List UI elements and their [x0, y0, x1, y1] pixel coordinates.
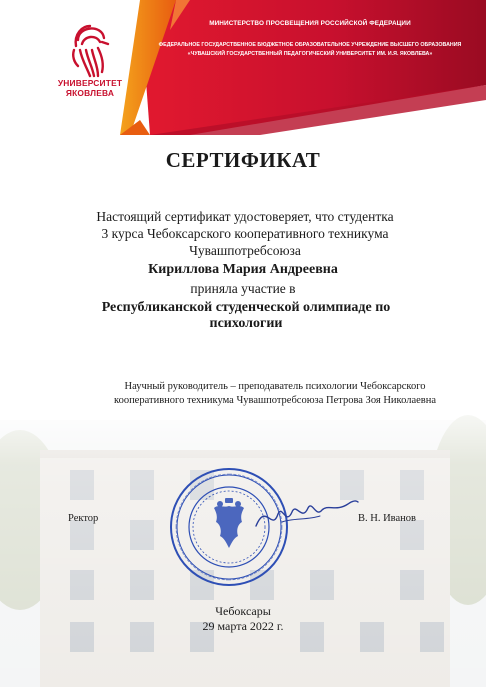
- rector-signature: [252, 492, 362, 542]
- header-text-block: [140, 20, 480, 59]
- certificate-title: СЕРТИФИКАТ: [165, 148, 321, 172]
- rector-label: Ректор: [68, 513, 99, 524]
- institution-name-line2: «ЧУВАШСКИЙ ГОСУДАРСТВЕННЫЙ ПЕДАГОГИЧЕСКИЙ УНИВЕРСИТЕТ ИМ. И.Я. ЯКОВЛЕВА»: [187, 51, 433, 57]
- ministry-name: МИНИСТЕРСТВО ПРОСВЕЩЕНИЯ РОССИЙСКОЙ ФЕДЕРАЦИИ: [209, 20, 411, 27]
- event-name: Республиканской студенческой олимпиаде по психологии: [101, 300, 391, 331]
- logo-text-line2: ЯКОВЛЕВА: [65, 88, 115, 98]
- issue-date: 29 марта 2022 г.: [202, 619, 284, 633]
- institution-name-line1: ФЕДЕРАЛЬНОЕ ГОСУДАРСТВЕННОЕ БЮДЖЕТНОЕ ОБРАЗОВАТЕЛЬНОЕ УЧРЕЖДЕНИЕ ВЫСШЕГО ОБРАЗОВАНИЯ: [158, 42, 462, 48]
- issue-city: Чебоксары: [215, 604, 271, 618]
- certificate-intro: Настоящий сертификат удостоверяет, что студентка 3 курса Чебоксарского кооперативного техникума Чувашпотребсоюза: [96, 209, 394, 258]
- participation-text: приняла участие в: [190, 281, 296, 296]
- university-logo: [50, 20, 130, 116]
- yakovlev-portrait-icon: [68, 20, 112, 78]
- recipient-name: Кириллова Мария Андреевна: [148, 262, 338, 277]
- supervisor-text: Научный руководитель – преподаватель психологии Чебоксарского кооперативного техникума Чувашпотребсоюза Петрова Зоя Николаевна: [114, 381, 436, 406]
- rector-name: В. Н. Иванов: [358, 513, 416, 524]
- logo-text-line1: УНИВЕРСИТЕТ: [57, 78, 123, 88]
